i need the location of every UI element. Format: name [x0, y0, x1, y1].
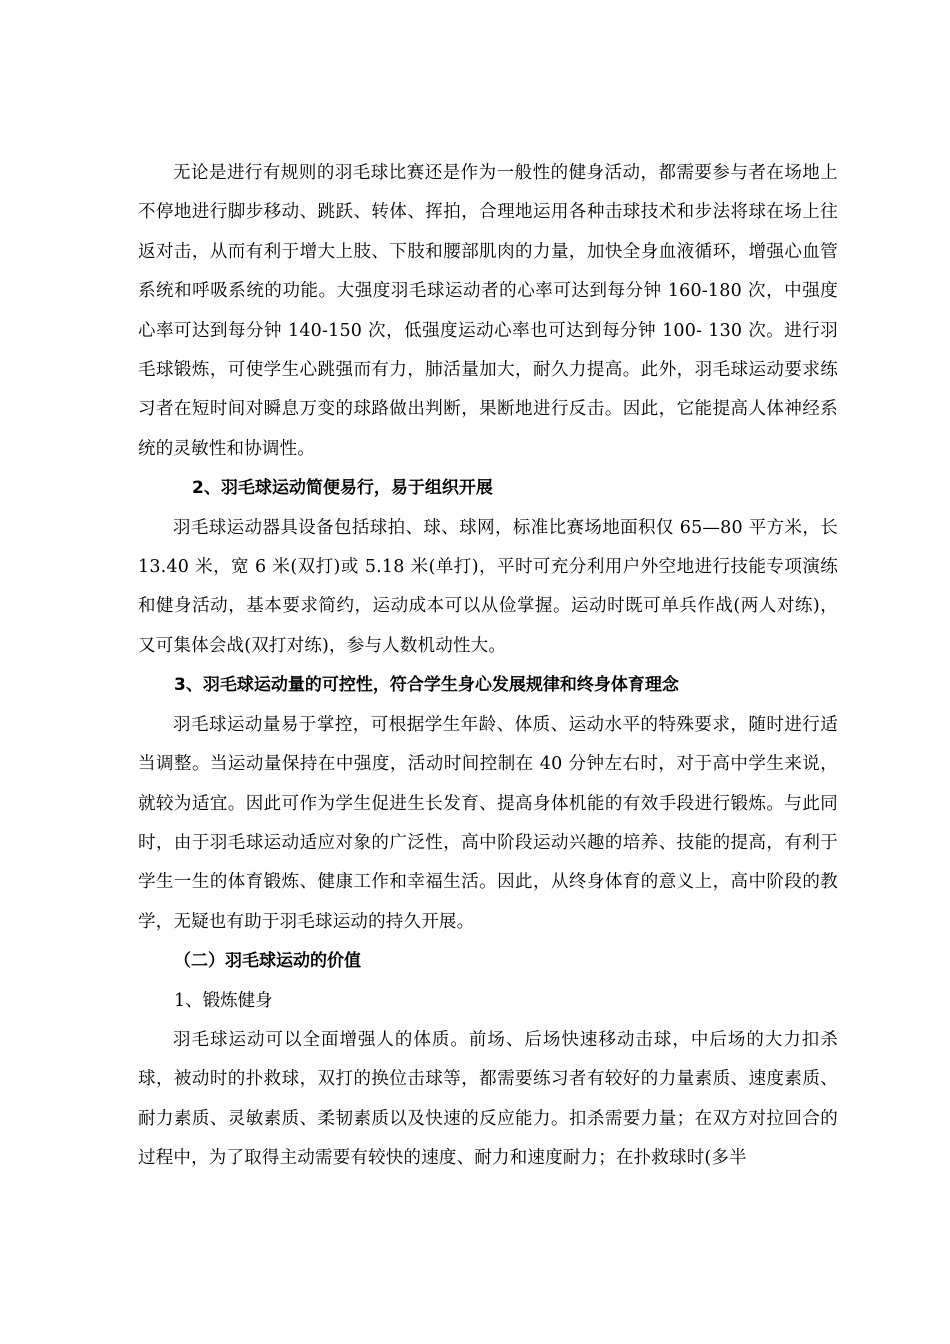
paragraph-equipment: 羽毛球运动器具设备包括球拍、球、球网，标准比赛场地面积仅 65—80 平方米，长 13.40 米，宽 6 米(双打)或 5.18 米(单打)，平时可充分利用户外空地进行技能专项演练和健身活动，基本要求简约，运动成本可以从俭掌握。运动时既可单兵作战(两人对练)，又可集体会战(双打对练)，参与人数机动性大。 [138, 517, 838, 656]
section-heading-value: （二）羽毛球运动的价值 [174, 951, 361, 972]
paragraph-load-control: 羽毛球运动量易于掌控，可根据学生年龄、体质、运动水平的特殊要求，随时进行适当调整。当运动量保持在中强度，活动时间控制在 40 分钟左右时，对于高中学生来说，就较为适宜。因此可作为学生促进生长发育、提高身体机能的有效手段进行锻炼。与此同时，由于羽毛球运动适应对象的广泛性，高中阶段运动兴趣的培养、技能的提高，有利于学生一生的体育锻炼、健康工作和幸福生活。因此，从终身体育的意义上，高中阶段的教学，无疑也有助于羽毛球运动的持久开展。 [138, 714, 838, 932]
document-body [138, 154, 838, 1179]
heading-easy-to-organize: 2、羽毛球运动简便易行，易于组织开展 [192, 478, 493, 499]
paragraph-fitness-benefits: 无论是进行有规则的羽毛球比赛还是作为一般性的健身活动，都需要参与者在场地上不停地进行脚步移动、跳跃、转体、挥拍，合理地运用各种击球技术和步法将球在场上往返对击，从而有利于增大上肢、下肢和腰部肌肉的力量，加快全身血液循环，增强心血管系统和呼吸系统的功能。大强度羽毛球运动者的心率可达到每分钟 160-180 次，中强度心率可达到每分钟 140-150 次，低强度运动心率也可达到每分钟 100- 130 次。进行羽毛球锻炼，可使学生心跳强而有力，肺活量加大，耐久力提高。此外，羽毛球运动要求练习者在短时间对瞬息万变的球路做出判断，果断地进行反击。因此，它能提高人体神经系统的灵敏性和协调性。 [138, 163, 838, 459]
subheading-exercise: 1、锻炼健身 [174, 990, 273, 1011]
paragraph-physical-fitness: 羽毛球运动可以全面增强人的体质。前场、后场快速移动击球，中后场的大力扣杀球，被动时的扑救球，双打的换位击球等，都需要练习者有较好的力量素质、速度素质、耐力素质、灵敏素质、柔韧素质以及快速的反应能力。扣杀需要力量；在双方对拉回合的过程中，为了取得主动需要有较快的速度、耐力和速度耐力；在扑救球时(多半 [138, 1029, 838, 1169]
heading-controllable-load: 3、羽毛球运动量的可控性，符合学生身心发展规律和终身体育理念 [174, 675, 679, 696]
